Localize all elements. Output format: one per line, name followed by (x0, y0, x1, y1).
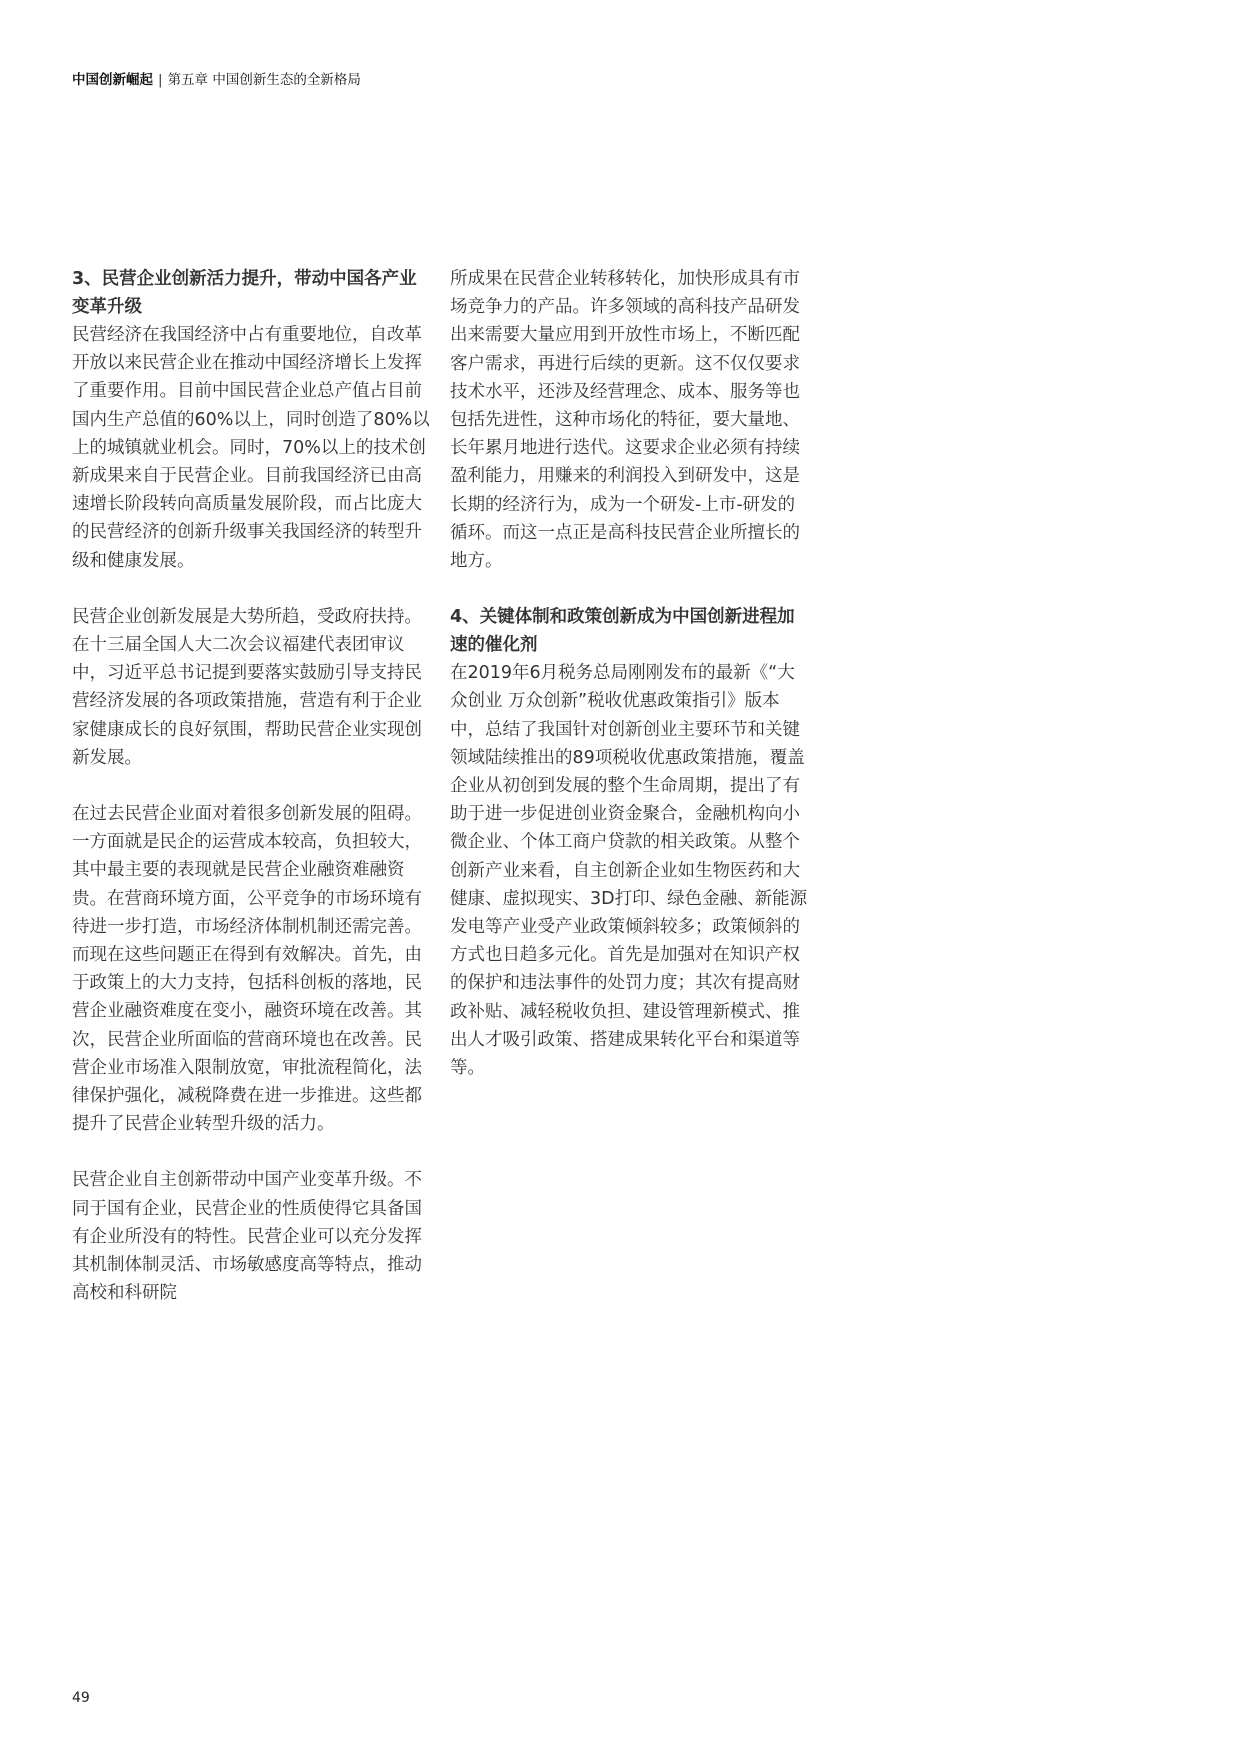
header-separator: | (158, 72, 163, 88)
section-4-heading: 4、关键体制和政策创新成为中国创新进程加速的催化剂 (450, 607, 795, 656)
page-number: 49 (72, 1690, 90, 1706)
paragraph-continuation: 所成果在民营企业转移转化，加快形成具有市场竞争力的产品。许多领域的高科技产品研发出来需要大量应用到开放性市场上，不断匹配客户需求，再进行后续的更新。这不仅仅要求技术水平，还涉及经营理念、成本、服务等也包括先进性，这种市场化的特征，要大量地、长年累月地进行迭代。这要求企业必须有持续盈利能力，用赚来的利润投入到研发中，这是长期的经济行为，成为一个研发-上市-研发的循环。而这一点正是高科技民营企业所擅长的地方。 (450, 269, 800, 572)
right-column (450, 265, 810, 1082)
paragraph-gap (72, 772, 432, 800)
paragraph-gap (72, 1138, 432, 1166)
book-title: 中国创新崛起 (72, 72, 153, 88)
paragraph-obstacles: 在过去民营企业面对着很多创新发展的阻碍。一方面就是民企的运营成本较高，负担较大，其中最主要的表现就是民营企业融资难融资贵。在营商环境方面，公平竞争的市场环境有待进一步打造，市场经济体制机制还需完善。而现在这些问题正在得到有效解决。首先，由于政策上的大力支持，包括科创板的落地，民营企业融资难度在变小，融资环境在改善。其次，民营企业所面临的营商环境也在改善。民营企业市场准入限制放宽，审批流程简化，法律保护强化，减税降费在进一步推进。这些都提升了民营企业转型升级的活力。 (72, 804, 422, 1135)
paragraph-government-support: 民营企业创新发展是大势所趋，受政府扶持。在十三届全国人大二次会议福建代表团审议中，习近平总书记提到要落实鼓励引导支持民营经济发展的各项政策措施，营造有利于企业家健康成长的良好氛围，帮助民营企业实现创新发展。 (72, 606, 422, 768)
paragraph-tax-policy: 在2019年6月税务总局刚刚发布的最新《“大众创业 万众创新”税收优惠政策指引》版本中，总结了我国针对创新创业主要环节和关键领域陆续推出的89项税收优惠政策措施，覆盖企业从初创到发展的整个生命周期，提出了有助于进一步促进创业资金聚合，金融机构向小微企业、个体工商户贷款的相关政策。从整个创新产业来看，自主创新企业如生物医药和大健康、虚拟现实、3D打印、绿色金融、新能源发电等产业受产业政策倾斜较多；政策倾斜的方式也日趋多元化。首先是加强对在知识产权的保护和违法事件的处罚力度；其次有提高财政补贴、减轻税收负担、建设管理新模式、推出人才吸引政策、搭建成果转化平台和渠道等等。 (450, 663, 808, 1079)
paragraph-private-economy: 民营经济在我国经济中占有重要地位，自改革开放以来民营企业在推动中国经济增长上发挥了重要作用。目前中国民营企业总产值占目前国内生产总值的60%以上，同时创造了80%以上的城镇就业机会。同时，70%以上的技术创新成果来自于民营企业。目前我国经济已由高速增长阶段转向高质量发展阶段，而占比庞大的民营经济的创新升级事关我国经济的转型升级和健康发展。 (72, 325, 430, 571)
chapter-title: 第五章 中国创新生态的全新格局 (167, 72, 361, 88)
section-3-heading: 3、民营企业创新活力提升，带动中国各产业变革升级 (72, 269, 417, 317)
left-column (72, 265, 432, 1308)
paragraph-gap (450, 575, 810, 603)
paragraph-gap (72, 575, 432, 603)
paragraph-independent-innovation: 民营企业自主创新带动中国产业变革升级。不同于国有企业，民营企业的性质使得它具备国有企业所没有的特性。民营企业可以充分发挥其机制体制灵活、市场敏感度高等特点，推动高校和科研院 (72, 1170, 422, 1304)
running-header (72, 70, 361, 90)
